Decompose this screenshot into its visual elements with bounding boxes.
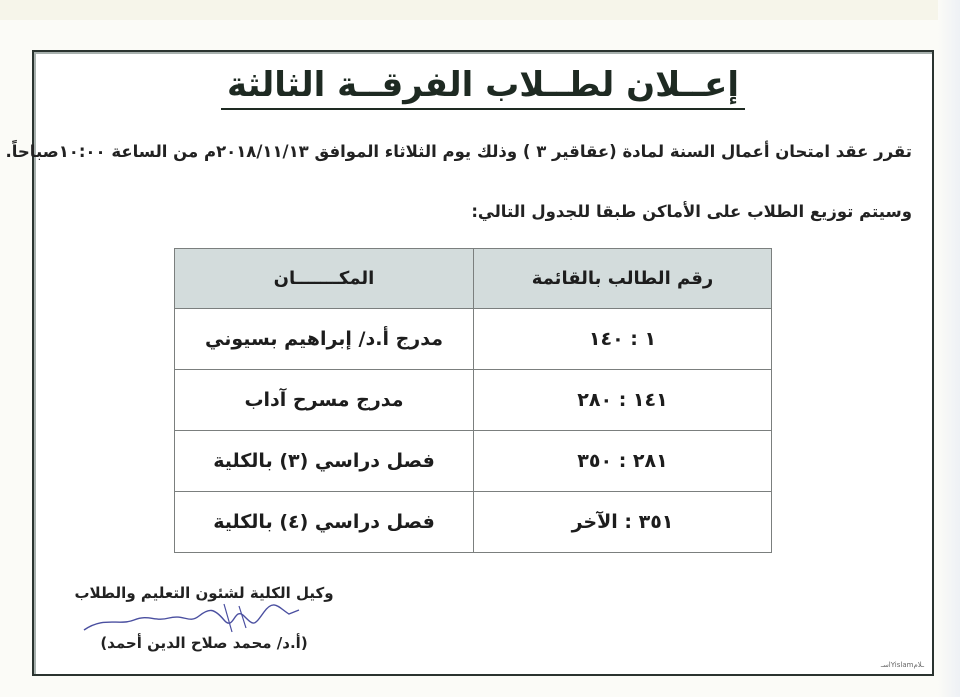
cell-place: فصل دراسي (٣) بالكلية <box>175 431 474 492</box>
paper-edge-top <box>0 0 960 20</box>
table-row <box>175 370 772 431</box>
header-place: المكـــــــان <box>175 249 474 309</box>
cell-student-range: ١٤١ : ٢٨٠ <box>474 370 772 431</box>
seating-distribution-table <box>174 248 772 553</box>
paper-edge-right <box>938 0 960 697</box>
cell-place: فصل دراسي (٤) بالكلية <box>175 492 474 553</box>
table-row <box>175 309 772 370</box>
signature-block <box>74 584 334 652</box>
table-row <box>175 492 772 553</box>
table-row <box>175 431 772 492</box>
table-header-row <box>175 249 772 309</box>
cell-place: مدرج أ.د/ إبراهيم بسيوني <box>175 309 474 370</box>
cell-student-range: ٢٨١ : ٣٥٠ <box>474 431 772 492</box>
cell-student-range: ١ : ١٤٠ <box>474 309 772 370</box>
handwritten-signature-icon <box>74 602 334 634</box>
title-container <box>34 64 932 110</box>
cell-place: مدرج مسرح آداب <box>175 370 474 431</box>
watermark: اسـYislamـلام <box>880 661 924 669</box>
distribution-intro-paragraph: وسيتم توزيع الطلاب على الأماكن طبقا للجدول التالي: <box>471 202 912 221</box>
exam-details-paragraph: تقرر عقد امتحان أعمال السنة لمادة (عقاقير ٣ ) وذلك يوم الثلاثاء الموافق ٢٠١٨/١١/١٣م من الساعة ١٠:٠٠صباحاً. <box>5 142 912 161</box>
announcement-title: إعــلان لطــلاب الفرقــة الثالثة <box>221 64 745 110</box>
cell-student-range: ٣٥١ : الآخر <box>474 492 772 553</box>
signatory-role: وكيل الكلية لشئون التعليم والطلاب <box>74 584 334 602</box>
signatory-name: (أ.د/ محمد صلاح الدين أحمد) <box>100 634 308 652</box>
announcement-frame <box>5 50 934 676</box>
header-student-number: رقم الطالب بالقائمة <box>474 249 772 309</box>
